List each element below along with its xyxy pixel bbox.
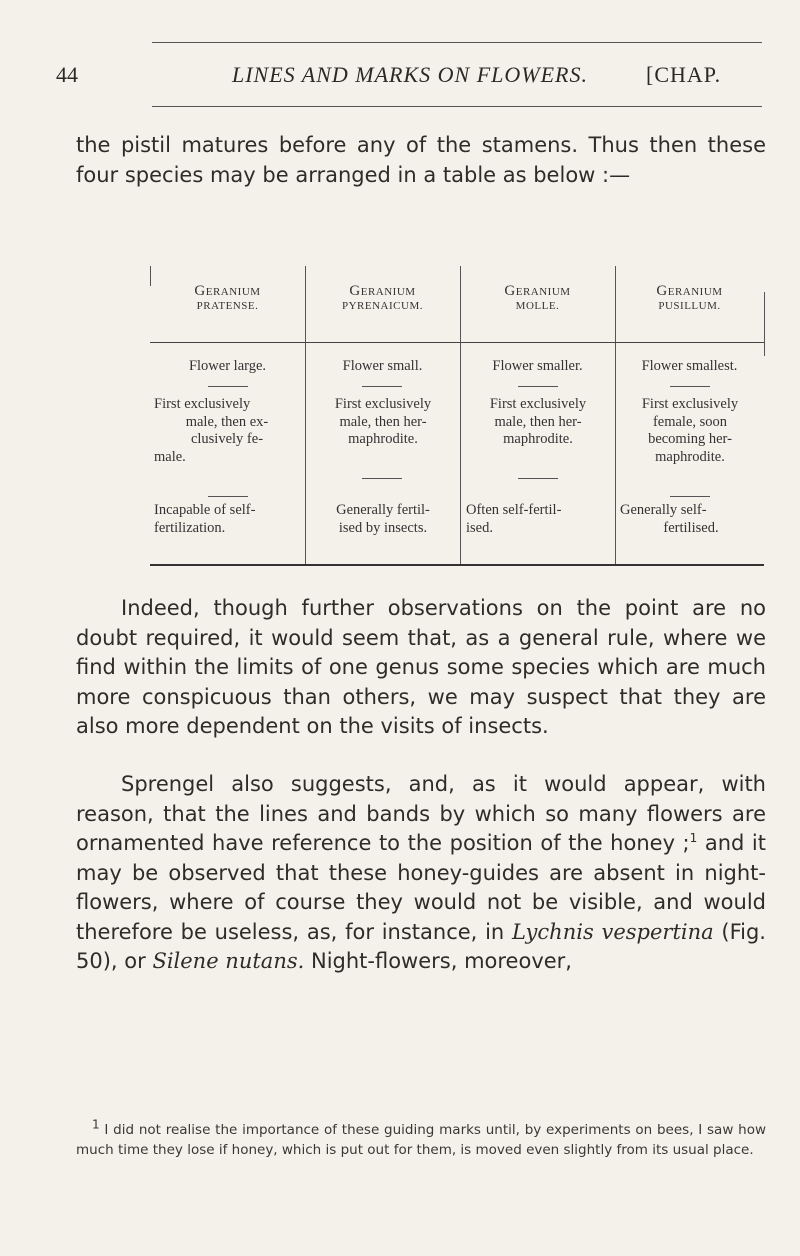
- footnote: [76, 1117, 766, 1160]
- column-header-pyrenaicum: [305, 284, 460, 314]
- running-head: [56, 62, 776, 92]
- table-cell: [308, 396, 458, 449]
- table-header-rule: [150, 342, 764, 343]
- table-cell: [463, 396, 613, 449]
- cell-line: clusively fe-: [190, 431, 264, 447]
- cell-line: male, then ex-: [185, 413, 269, 430]
- cell-line: maphrodite.: [655, 448, 725, 465]
- species-label: PYRENAICUM.: [342, 300, 423, 312]
- column-header-pratense: [150, 284, 305, 314]
- row-separator: [670, 496, 710, 497]
- cell-line: maphrodite.: [503, 431, 573, 447]
- indeed-paragraph: Indeed, though further observations on the point are no doubt required, it would seem that, as a general rule, where we find within the limits of one genus some species which are much more conspicuous than others, we may suspect that they are also more dependent on the visits of insects.: [76, 596, 766, 738]
- table-cell: [620, 502, 762, 537]
- table-cell: Flower large.: [188, 358, 267, 374]
- row-separator: [208, 386, 248, 387]
- table-cell: Flower smaller.: [492, 358, 583, 374]
- geranium-table: [150, 266, 764, 566]
- row-separator: [518, 478, 558, 479]
- genus-label: Geranium: [504, 283, 571, 299]
- table-cell: [154, 502, 304, 537]
- cell-line: Incapable of self-: [154, 502, 256, 518]
- text-run: (Fig. 50), or: [76, 919, 766, 973]
- genus-label: Geranium: [349, 283, 416, 299]
- column-header-pusillum: [615, 284, 764, 314]
- table-cell: [308, 502, 458, 537]
- text-run: Sprengel also suggests, and, as it would appear, with reason, that the lines and bands by which so many flowers are ornamented have reference to the position of the honey ;: [76, 772, 766, 855]
- text-run: Night-flowers, moreover,: [304, 949, 572, 973]
- italic-species: Silene nutans.: [152, 949, 305, 973]
- column-header-molle: [460, 284, 615, 314]
- table-cell: [154, 396, 300, 466]
- table-cell: [618, 396, 762, 466]
- row-separator: [362, 478, 402, 479]
- cell-line: fertilised.: [663, 519, 719, 536]
- row-separator: [362, 386, 402, 387]
- cell-line: Generally self-: [620, 502, 707, 518]
- cell-line: First exclusively: [334, 396, 432, 412]
- page-number: 44: [56, 62, 78, 87]
- table-right-edge: [764, 292, 765, 356]
- cell-line: maphrodite.: [348, 431, 418, 447]
- cell-line: First exclusively: [489, 396, 587, 412]
- running-title: LINES AND MARKS ON FLOWERS.: [232, 62, 588, 87]
- cell-line: male.: [154, 448, 186, 465]
- text-run: and it may be observed that these honey-guides are absent in night-flowers, where of course they would not be visible, and would therefore be useless, as, for instance, in: [76, 831, 766, 944]
- table-bottom-rule: [150, 564, 764, 566]
- footnote-mark: 1: [92, 1117, 100, 1132]
- cell-line: Often self-fertil-: [466, 502, 562, 518]
- cell-line: Generally fertil-: [336, 502, 430, 518]
- chapter-label: [CHAP.: [646, 62, 722, 87]
- species-label: MOLLE.: [515, 300, 560, 312]
- table-cell: Flower smallest.: [641, 358, 738, 374]
- table-cell: Flower small.: [342, 358, 423, 374]
- sprengel-paragraph: [76, 770, 766, 977]
- intro-paragraph: the pistil matures before any of the stamens. Thus then these four species may be arranged in a table as below :—: [76, 133, 766, 187]
- cell-line: First exclusively: [641, 396, 739, 412]
- footnote-text: I did not realise the importance of these guiding marks until, by experiments on bees, I saw how much time they lose if honey, which is put out for them, is moved even slightly from its usual place.: [76, 1122, 766, 1158]
- cell-line: fertilization.: [154, 519, 226, 536]
- cell-line: ised.: [466, 519, 493, 536]
- row-separator: [208, 496, 248, 497]
- genus-label: Geranium: [194, 283, 261, 299]
- header-rule-bottom: [152, 106, 762, 107]
- table-cell: [466, 502, 614, 537]
- italic-species: Lychnis vespertina: [511, 919, 714, 944]
- species-label: PRATENSE.: [196, 300, 259, 312]
- cell-line: ised by insects.: [338, 519, 428, 536]
- table-left-edge: [150, 266, 151, 286]
- cell-line: female, soon: [652, 413, 728, 430]
- footnote-ref: 1: [689, 831, 698, 845]
- header-rule-top: [152, 42, 762, 43]
- row-separator: [670, 386, 710, 387]
- cell-line: becoming her-: [648, 431, 732, 447]
- cell-line: male, then her-: [339, 413, 427, 430]
- genus-label: Geranium: [656, 283, 723, 299]
- species-label: PUSILLUM.: [658, 300, 721, 312]
- row-separator: [518, 386, 558, 387]
- cell-line: male, then her-: [494, 413, 582, 430]
- cell-line: First exclusively: [154, 396, 251, 412]
